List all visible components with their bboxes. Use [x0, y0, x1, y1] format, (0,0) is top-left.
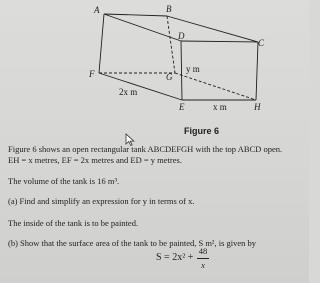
dimension-label-2x: 2x m: [119, 87, 138, 97]
formula-fraction: [196, 246, 210, 276]
edge-de: [181, 41, 182, 100]
edge-dc: [181, 41, 258, 42]
vertex-label-c: C: [258, 38, 265, 48]
vertex-label-a: A: [94, 5, 100, 15]
painting-line: The inside of the tank is to be painted.: [8, 218, 139, 228]
volume-line: The volume of the tank is 16 m³.: [8, 176, 120, 186]
tank-diagram: [0, 0, 309, 128]
fraction-denominator: x: [201, 260, 205, 270]
vertex-label-b: B: [166, 4, 172, 14]
measurements-line: EH = x metres, EF = 2x metres and ED = y metres.: [8, 155, 182, 165]
edge-af: [99, 14, 104, 73]
question-intro: Figure 6 shows an open rectangular tank ABCDEFGH with the top ABCD open.: [8, 144, 283, 154]
fraction-numerator: 48: [198, 246, 208, 256]
dimension-label-y: y m: [186, 64, 200, 74]
hidden-edge-bg: [167, 16, 175, 73]
edge-ad: [104, 14, 181, 41]
vertex-label-f: F: [89, 69, 95, 79]
vertex-label-d: D: [178, 31, 185, 41]
vertex-label-g: G: [166, 72, 173, 82]
edge-ab: [104, 14, 167, 16]
vertex-label-e: E: [179, 102, 185, 112]
fraction-bar: [197, 258, 209, 259]
part-a-line: (a) Find and simplify an expression for y in terms of x.: [8, 196, 195, 206]
surface-area-formula: S = 2x² +: [156, 252, 194, 263]
edge-ch: [256, 42, 258, 100]
vertex-label-h: H: [254, 102, 261, 112]
figure-caption: Figure 6: [184, 126, 220, 136]
part-b-line: (b) Show that the surface area of the tank to be painted, S m², is given by: [8, 238, 257, 248]
dimension-label-x: x m: [213, 102, 227, 112]
hidden-edge-gh: [175, 73, 256, 100]
